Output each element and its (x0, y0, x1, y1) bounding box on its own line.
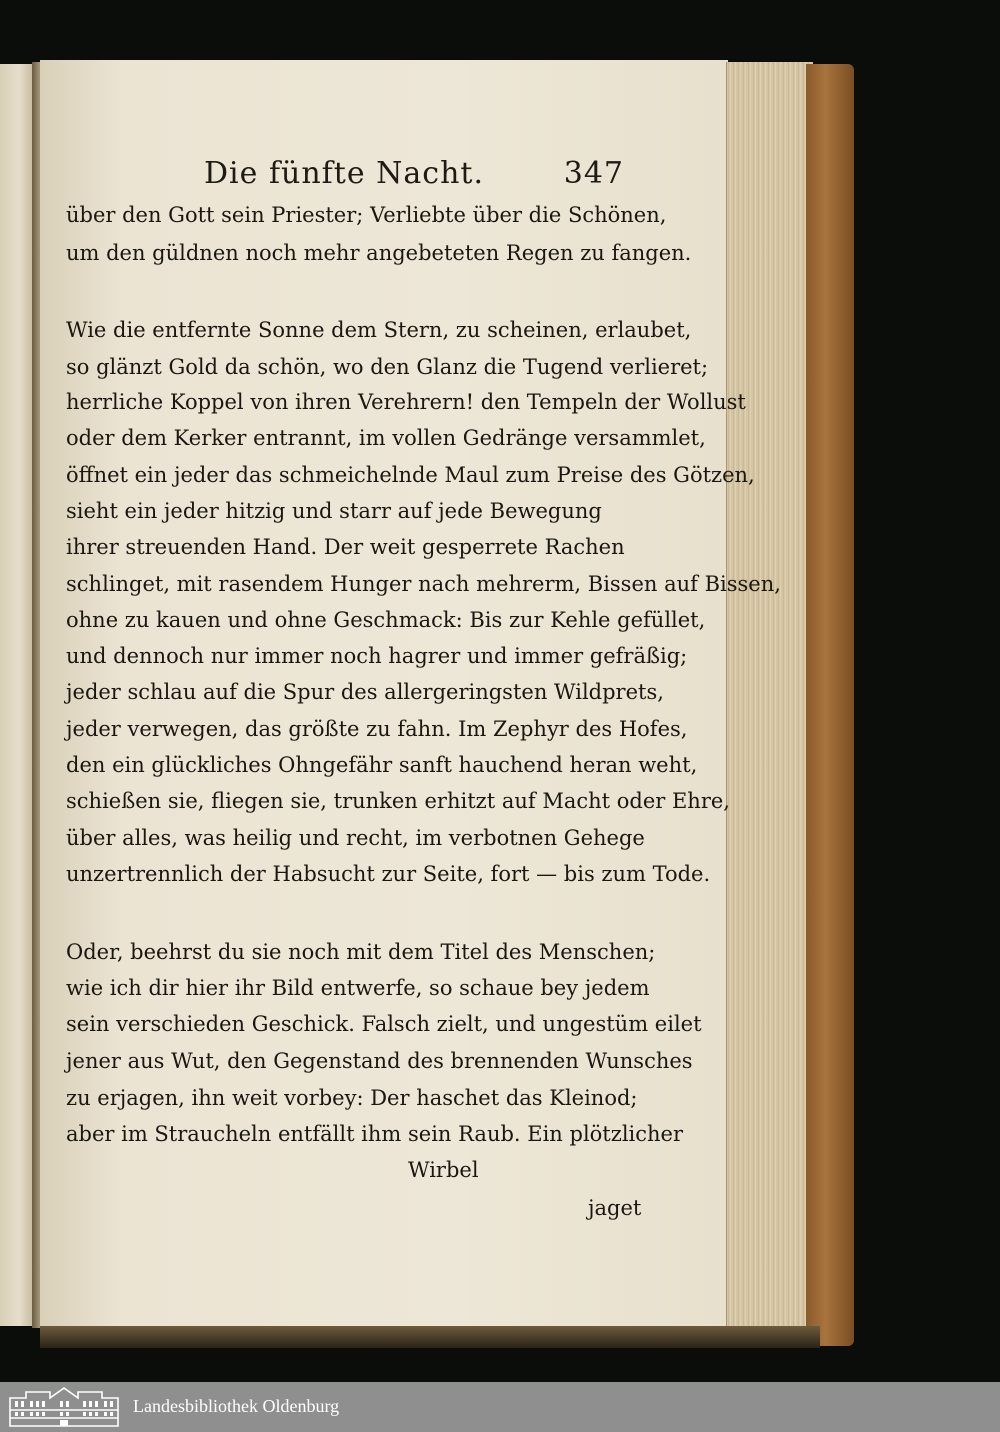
text-line: wie ich dir hier ihr Bild entwerfe, so schaue bey jedem (66, 976, 650, 1000)
text-line: schlinget, mit rasendem Hunger nach mehrerm, Bissen auf Bissen, (66, 572, 781, 596)
text-line: ohne zu kauen und ohne Geschmack: Bis zur Kehle gefüllet, (66, 608, 706, 632)
library-footer-banner (0, 1382, 1000, 1432)
text-line: Wirbel (408, 1158, 479, 1182)
text-line: aber im Straucheln entfällt ihm sein Raub. Ein plötzlicher (66, 1122, 683, 1146)
page-number: 347 (563, 156, 624, 191)
running-header (204, 152, 624, 196)
text-line: über alles, was heilig und recht, im verbotnen Gehege (66, 826, 645, 850)
text-line: Wie die entfernte Sonne dem Stern, zu scheinen, erlaubet, (66, 318, 692, 342)
text-line: schießen sie, fliegen sie, trunken erhitzt auf Macht oder Ehre, (66, 789, 730, 813)
text-line: über den Gott sein Priester; Verliebte über die Schönen, (66, 203, 667, 227)
text-line: unzertrennlich der Habsucht zur Seite, fort — bis zum Tode. (66, 862, 711, 886)
text-line: zu erjagen, ihn weit vorbey: Der haschet das Kleinod; (66, 1086, 638, 1110)
text-line: öffnet ein jeder das schmeichelnde Maul zum Preise des Götzen, (66, 463, 755, 487)
text-line: den ein glückliches Ohngefähr sanft hauchend heran weht, (66, 753, 698, 777)
running-title: Die fünfte Nacht. (204, 156, 484, 191)
text-line: um den güldnen noch mehr angebeteten Regen zu fangen. (66, 241, 692, 265)
catchword: jaget (588, 1196, 642, 1220)
book-cover-edge (806, 64, 854, 1346)
library-name: Landesbibliothek Oldenburg (133, 1396, 340, 1416)
left-facing-page-edge (0, 64, 34, 1326)
text-line: so glänzt Gold da schön, wo den Glanz die Tugend verlieret; (66, 355, 709, 379)
text-line: ihrer streuenden Hand. Der weit gesperrete Rachen (66, 535, 625, 559)
text-line: sieht ein jeder hitzig und starr auf jede Bewegung (66, 499, 602, 523)
text-line: Oder, beehrst du sie noch mit dem Titel des Menschen; (66, 940, 656, 964)
text-line: jener aus Wut, den Gegenstand des brennenden Wunsches (66, 1049, 693, 1073)
text-line: herrliche Koppel von ihren Verehrern! den Tempeln der Wollust (66, 390, 746, 414)
text-line: sein verschieden Geschick. Falsch zielt, und ungestüm eilet (66, 1012, 702, 1036)
text-line: oder dem Kerker entrannt, im vollen Gedränge versammlet, (66, 426, 706, 450)
text-line: und dennoch nur immer noch hagrer und immer gefräßig; (66, 644, 688, 668)
book-bottom-edge (40, 1326, 820, 1348)
page-block-edges (726, 62, 813, 1326)
library-building-icon (6, 1386, 122, 1428)
text-line: jeder verwegen, das größte zu fahn. Im Zephyr des Hofes, (66, 717, 688, 741)
text-line: jeder schlau auf die Spur des allergeringsten Wildprets, (66, 680, 664, 704)
